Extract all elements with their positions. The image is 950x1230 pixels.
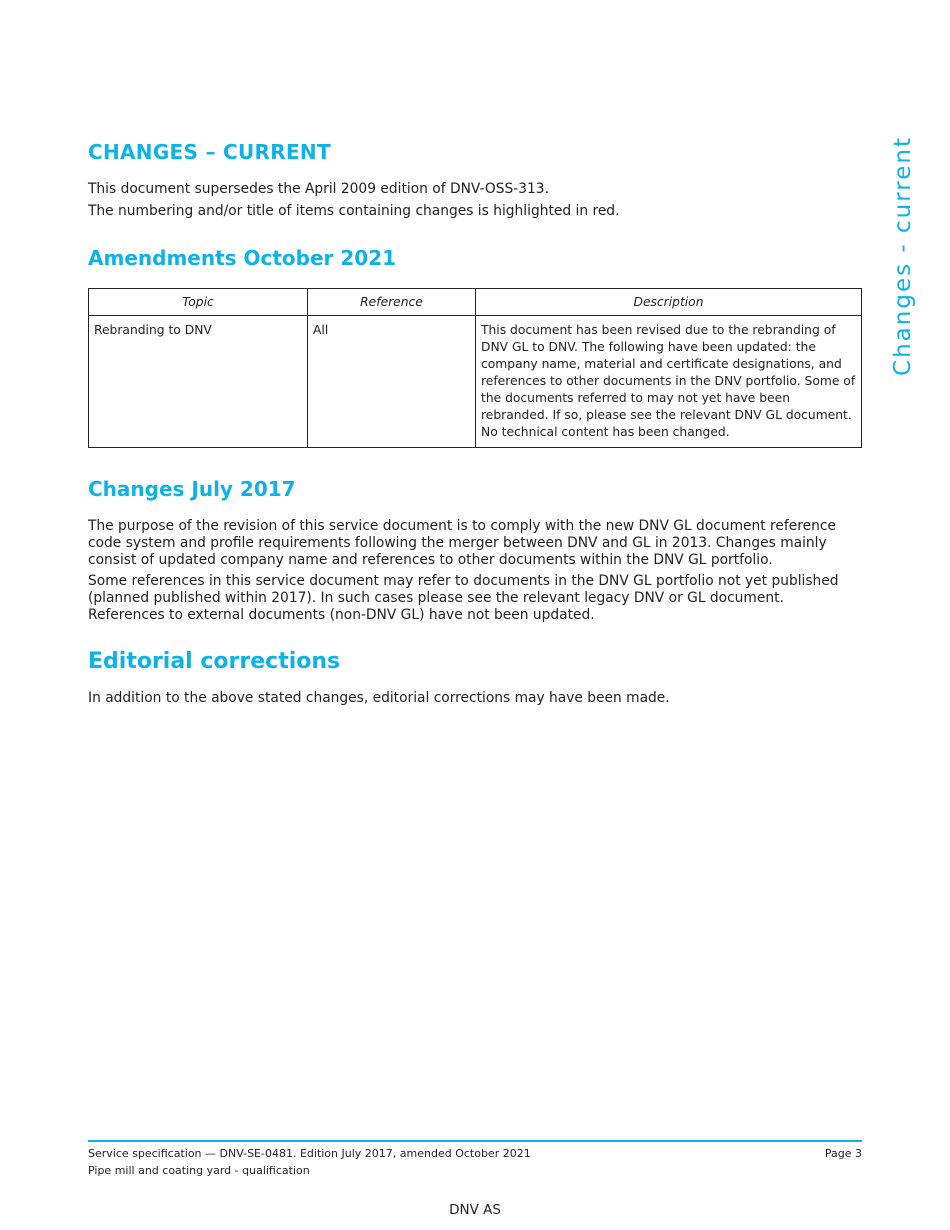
footer-company-name: DNV AS bbox=[449, 1202, 501, 1218]
table-header-topic: Topic bbox=[89, 289, 308, 316]
table-header-description: Description bbox=[476, 289, 862, 316]
editorial-corrections-heading: Editorial corrections bbox=[88, 649, 341, 674]
table-header-reference: Reference bbox=[308, 289, 476, 316]
amendments-table bbox=[88, 288, 862, 448]
table-row bbox=[89, 316, 862, 448]
cell-description: This document has been revised due to the rebranding of DNV GL to DNV. The following have been updated: the company name, material and certificate designations, and references to other documents in the DNV portfolio. Some of the documents referred to may not yet have been rebranded. If so, please see the relevant DNV GL document. No technical content has been changed. bbox=[476, 316, 862, 448]
side-tab-text: Changes - current bbox=[890, 136, 916, 376]
footer-doc-title: Pipe mill and coating yard - qualification bbox=[88, 1164, 310, 1177]
references-paragraph: Some references in this service document may refer to documents in the DNV GL portfolio not yet published (planned published within 2017). In such cases please see the relevant legacy DNV or GL document. References to external documents (non-DNV GL) have not been updated. bbox=[88, 573, 839, 623]
editorial-corrections-text: In addition to the above stated changes, editorial corrections may have been made. bbox=[88, 690, 670, 706]
section-heading-changes-current: CHANGES – CURRENT bbox=[88, 140, 331, 164]
footer-doc-reference: Service specification — DNV-SE-0481. Edition July 2017, amended October 2021 bbox=[88, 1147, 531, 1160]
amendments-heading: Amendments October 2021 bbox=[88, 246, 397, 270]
footer-divider bbox=[88, 1140, 862, 1142]
footer-row-1 bbox=[88, 1147, 862, 1160]
footer-page-number: Page 3 bbox=[824, 1147, 862, 1160]
footer-row-2 bbox=[88, 1164, 862, 1177]
cell-reference: All bbox=[308, 316, 476, 448]
purpose-paragraph: The purpose of the revision of this service document is to comply with the new DNV GL document reference code system and profile requirements following the merger between DNV and GL in 2013. Changes mainly consist of updated company name and references to other documents within the DNV GL portfolio. bbox=[88, 518, 836, 568]
table-header-row bbox=[89, 289, 862, 316]
changes-july-2017-heading: Changes July 2017 bbox=[88, 477, 296, 501]
highlight-note-text: The numbering and/or title of items containing changes is highlighted in red. bbox=[88, 203, 620, 219]
side-tab-label bbox=[880, 136, 926, 376]
supersedes-text: This document supersedes the April 2009 edition of DNV-OSS-313. bbox=[88, 181, 549, 197]
cell-topic: Rebranding to DNV bbox=[89, 316, 308, 448]
